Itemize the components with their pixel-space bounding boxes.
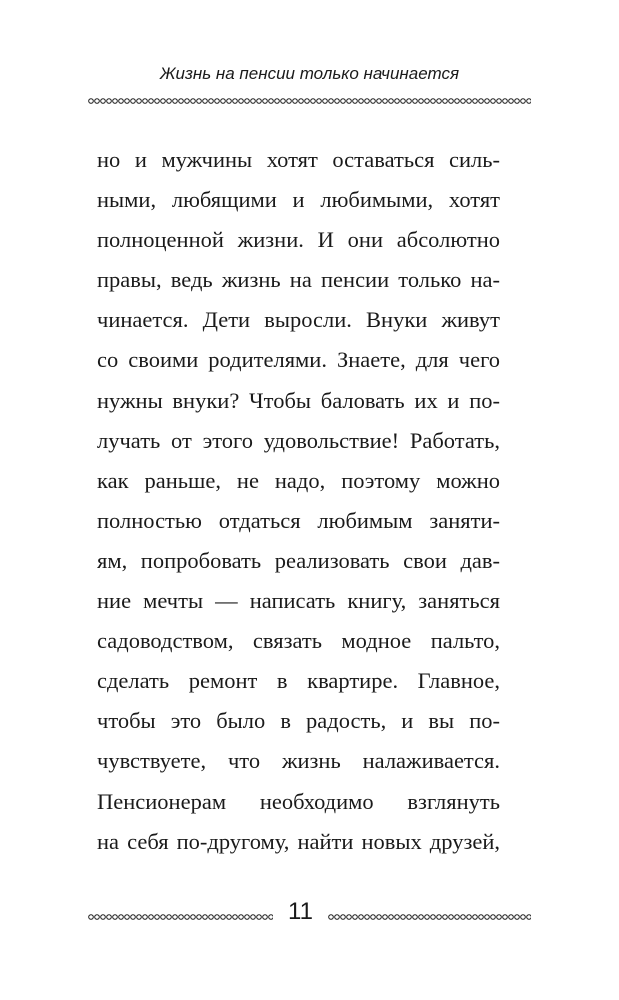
footer-ornament-right	[328, 912, 531, 922]
text-line: Пенсионерам необходимо взглянуть	[97, 788, 500, 814]
text-line: полностью отдаться любимым заняти-	[97, 507, 500, 533]
text-line: как раньше, не надо, поэтому можно	[97, 467, 500, 493]
running-head: Жизнь на пенсии только начинается	[159, 64, 460, 83]
text-line: правы, ведь жизнь на пенсии только на-	[97, 267, 500, 293]
text-line: полноценной жизни. И они абсолютно	[97, 227, 500, 253]
text-line: ными, любящими и любимыми, хотят	[97, 187, 500, 213]
text-line: чинается. Дети выросли. Внуки живут	[97, 307, 500, 333]
text-line: ние мечты — написать книгу, заняться	[97, 588, 500, 614]
text-line: чувствуете, что жизнь налаживается.	[97, 748, 500, 774]
footer-ornament-left	[88, 912, 273, 922]
text-line: лучать от этого удовольствие! Работать,	[97, 427, 500, 453]
text-line: на себя по-другому, найти новых друзей,	[97, 828, 500, 854]
text-line: нужны внуки? Чтобы баловать их и по-	[97, 387, 500, 413]
ornament-pattern	[88, 96, 531, 106]
text-line: сделать ремонт в квартире. Главное,	[97, 668, 500, 694]
body-text	[97, 140, 500, 862]
text-line: ям, попробовать реализовать свои дав-	[97, 547, 500, 573]
header-ornament-rule	[88, 96, 531, 106]
text-line: со своими родителями. Знаете, для чего	[97, 347, 500, 373]
page-number: 11	[288, 898, 313, 925]
text-line: садоводством, связать модное пальто,	[97, 628, 500, 654]
ornament-pattern	[88, 912, 273, 922]
ornament-pattern	[328, 912, 531, 922]
text-line: чтобы это было в радость, и вы по-	[97, 708, 500, 734]
text-line: но и мужчины хотят оставаться силь-	[97, 147, 500, 172]
